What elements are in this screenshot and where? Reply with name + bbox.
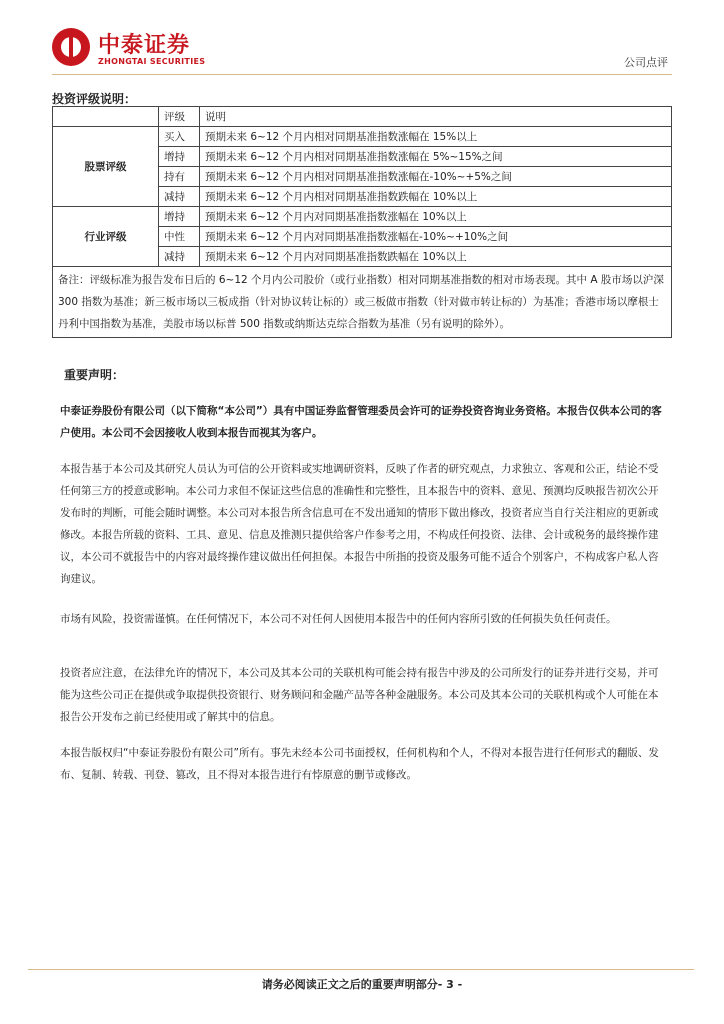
rating-description: 预期未来 6~12 个月内相对同期基准指数涨幅在-10%~+5%之间 — [200, 167, 672, 187]
rating-level: 增持 — [159, 147, 200, 167]
statement-paragraph-disclaimer: 本报告基于本公司及其研究人员认为可信的公开资料或实地调研资料，反映了作者的研究观点，力求独立、客观和公正，结论不受任何第三方的授意或影响。本公司力求但不保证这些信息的准确性和完整性，且本报告中的资料、意见、预测均反映报告初次公开发布时的判断，可能会随时调整。本公司对本报告所含信息可在不发出通知的情形下做出修改，投资者应当自行关注相应的更新或修改。本报告所载的资料、工具、意见、信息及推测只提供给客户作参考之用，不构成任何投资、法律、会计或税务的最终操作建议，本公司不就报告中的内容对最终操作建议做出任何担保。本报告中所指的投资及服务可能不适合个别客户，不构成客户私人咨询建议。 — [60, 463, 659, 585]
rating-level: 中性 — [159, 227, 200, 247]
rating-description: 预期未来 6~12 个月内对同期基准指数跌幅在 10%以上 — [200, 247, 672, 267]
company-logo — [52, 28, 252, 72]
table-header-row — [53, 107, 672, 127]
rating-note: 备注：评级标准为报告发布日后的 6~12 个月内公司股价（或行业指数）相对同期基准指数的相对市场表现。其中 A 股市场以沪深 300 指数为基准；新三板市场以三板成指（针对协议转让标的）或三板做市指数（针对做市转让标的）为基准；香港市场以摩根士丹利中国指数为基准，美股市场以标普 500 指数或纳斯达克综合指数为基准（另有说明的除外）。 — [53, 267, 672, 338]
logo-chinese-name: 中泰证券 — [98, 33, 191, 58]
table-row — [53, 127, 672, 147]
footer-divider — [28, 969, 694, 970]
document-type-label: 公司点评 — [624, 56, 668, 69]
logo-emblem-icon — [52, 28, 90, 66]
rating-level: 持有 — [159, 167, 200, 187]
logo-english-name: ZHONGTAI SECURITIES — [98, 57, 206, 66]
table-row — [53, 207, 672, 227]
rating-description: 预期未来 6~12 个月内相对同期基准指数涨幅在 5%~15%之间 — [200, 147, 672, 167]
group-industry-rating: 行业评级 — [53, 207, 159, 267]
statement-paragraph-copyright: 本报告版权归“中泰证券股份有限公司”所有。事先未经本公司书面授权，任何机构和个人，不得对本报告进行任何形式的翻版、发布、复制、转载、刊登、篡改，且不得对本报告进行有悖原意的删节或修改。 — [60, 747, 659, 781]
rating-level: 增持 — [159, 207, 200, 227]
statement-paragraph-qualification: 中泰证券股份有限公司（以下简称“本公司”）具有中国证券监督管理委员会许可的证券投资咨询业务资格。本报告仅供本公司的客户使用。本公司不会因接收人收到本报告而视其为客户。 — [60, 405, 662, 439]
column-header-level: 评级 — [159, 107, 200, 127]
important-statement-title: 重要声明： — [64, 368, 125, 382]
rating-description: 预期未来 6~12 个月内相对同期基准指数跌幅在 10%以上 — [200, 187, 672, 207]
rating-table — [52, 106, 672, 338]
rating-level: 买入 — [159, 127, 200, 147]
header-divider — [52, 74, 672, 75]
rating-level: 减持 — [159, 187, 200, 207]
rating-level: 减持 — [159, 247, 200, 267]
statement-paragraph-interest: 投资者应注意，在法律允许的情况下，本公司及其本公司的关联机构可能会持有报告中涉及的公司所发行的证券并进行交易，并可能为这些公司正在提供或争取提供投资银行、财务顾问和金融产品等各种金融服务。本公司及其本公司的关联机构或个人可能在本报告公开发布之前已经使用或了解其中的信息。 — [60, 667, 659, 723]
group-stock-rating: 股票评级 — [53, 127, 159, 207]
rating-section-title: 投资评级说明： — [52, 92, 137, 106]
rating-description: 预期未来 6~12 个月内对同期基准指数涨幅在 10%以上 — [200, 207, 672, 227]
rating-description: 预期未来 6~12 个月内相对同期基准指数涨幅在 15%以上 — [200, 127, 672, 147]
column-header-description: 说明 — [200, 107, 672, 127]
page-footer: 请务必阅读正文之后的重要声明部分- 3 - — [261, 978, 463, 991]
statement-paragraph-risk: 市场有风险，投资需谨慎。在任何情况下，本公司不对任何人因使用本报告中的任何内容所引致的任何损失负任何责任。 — [60, 613, 617, 625]
rating-description: 预期未来 6~12 个月内对同期基准指数涨幅在-10%~+10%之间 — [200, 227, 672, 247]
table-note-row — [53, 267, 672, 338]
